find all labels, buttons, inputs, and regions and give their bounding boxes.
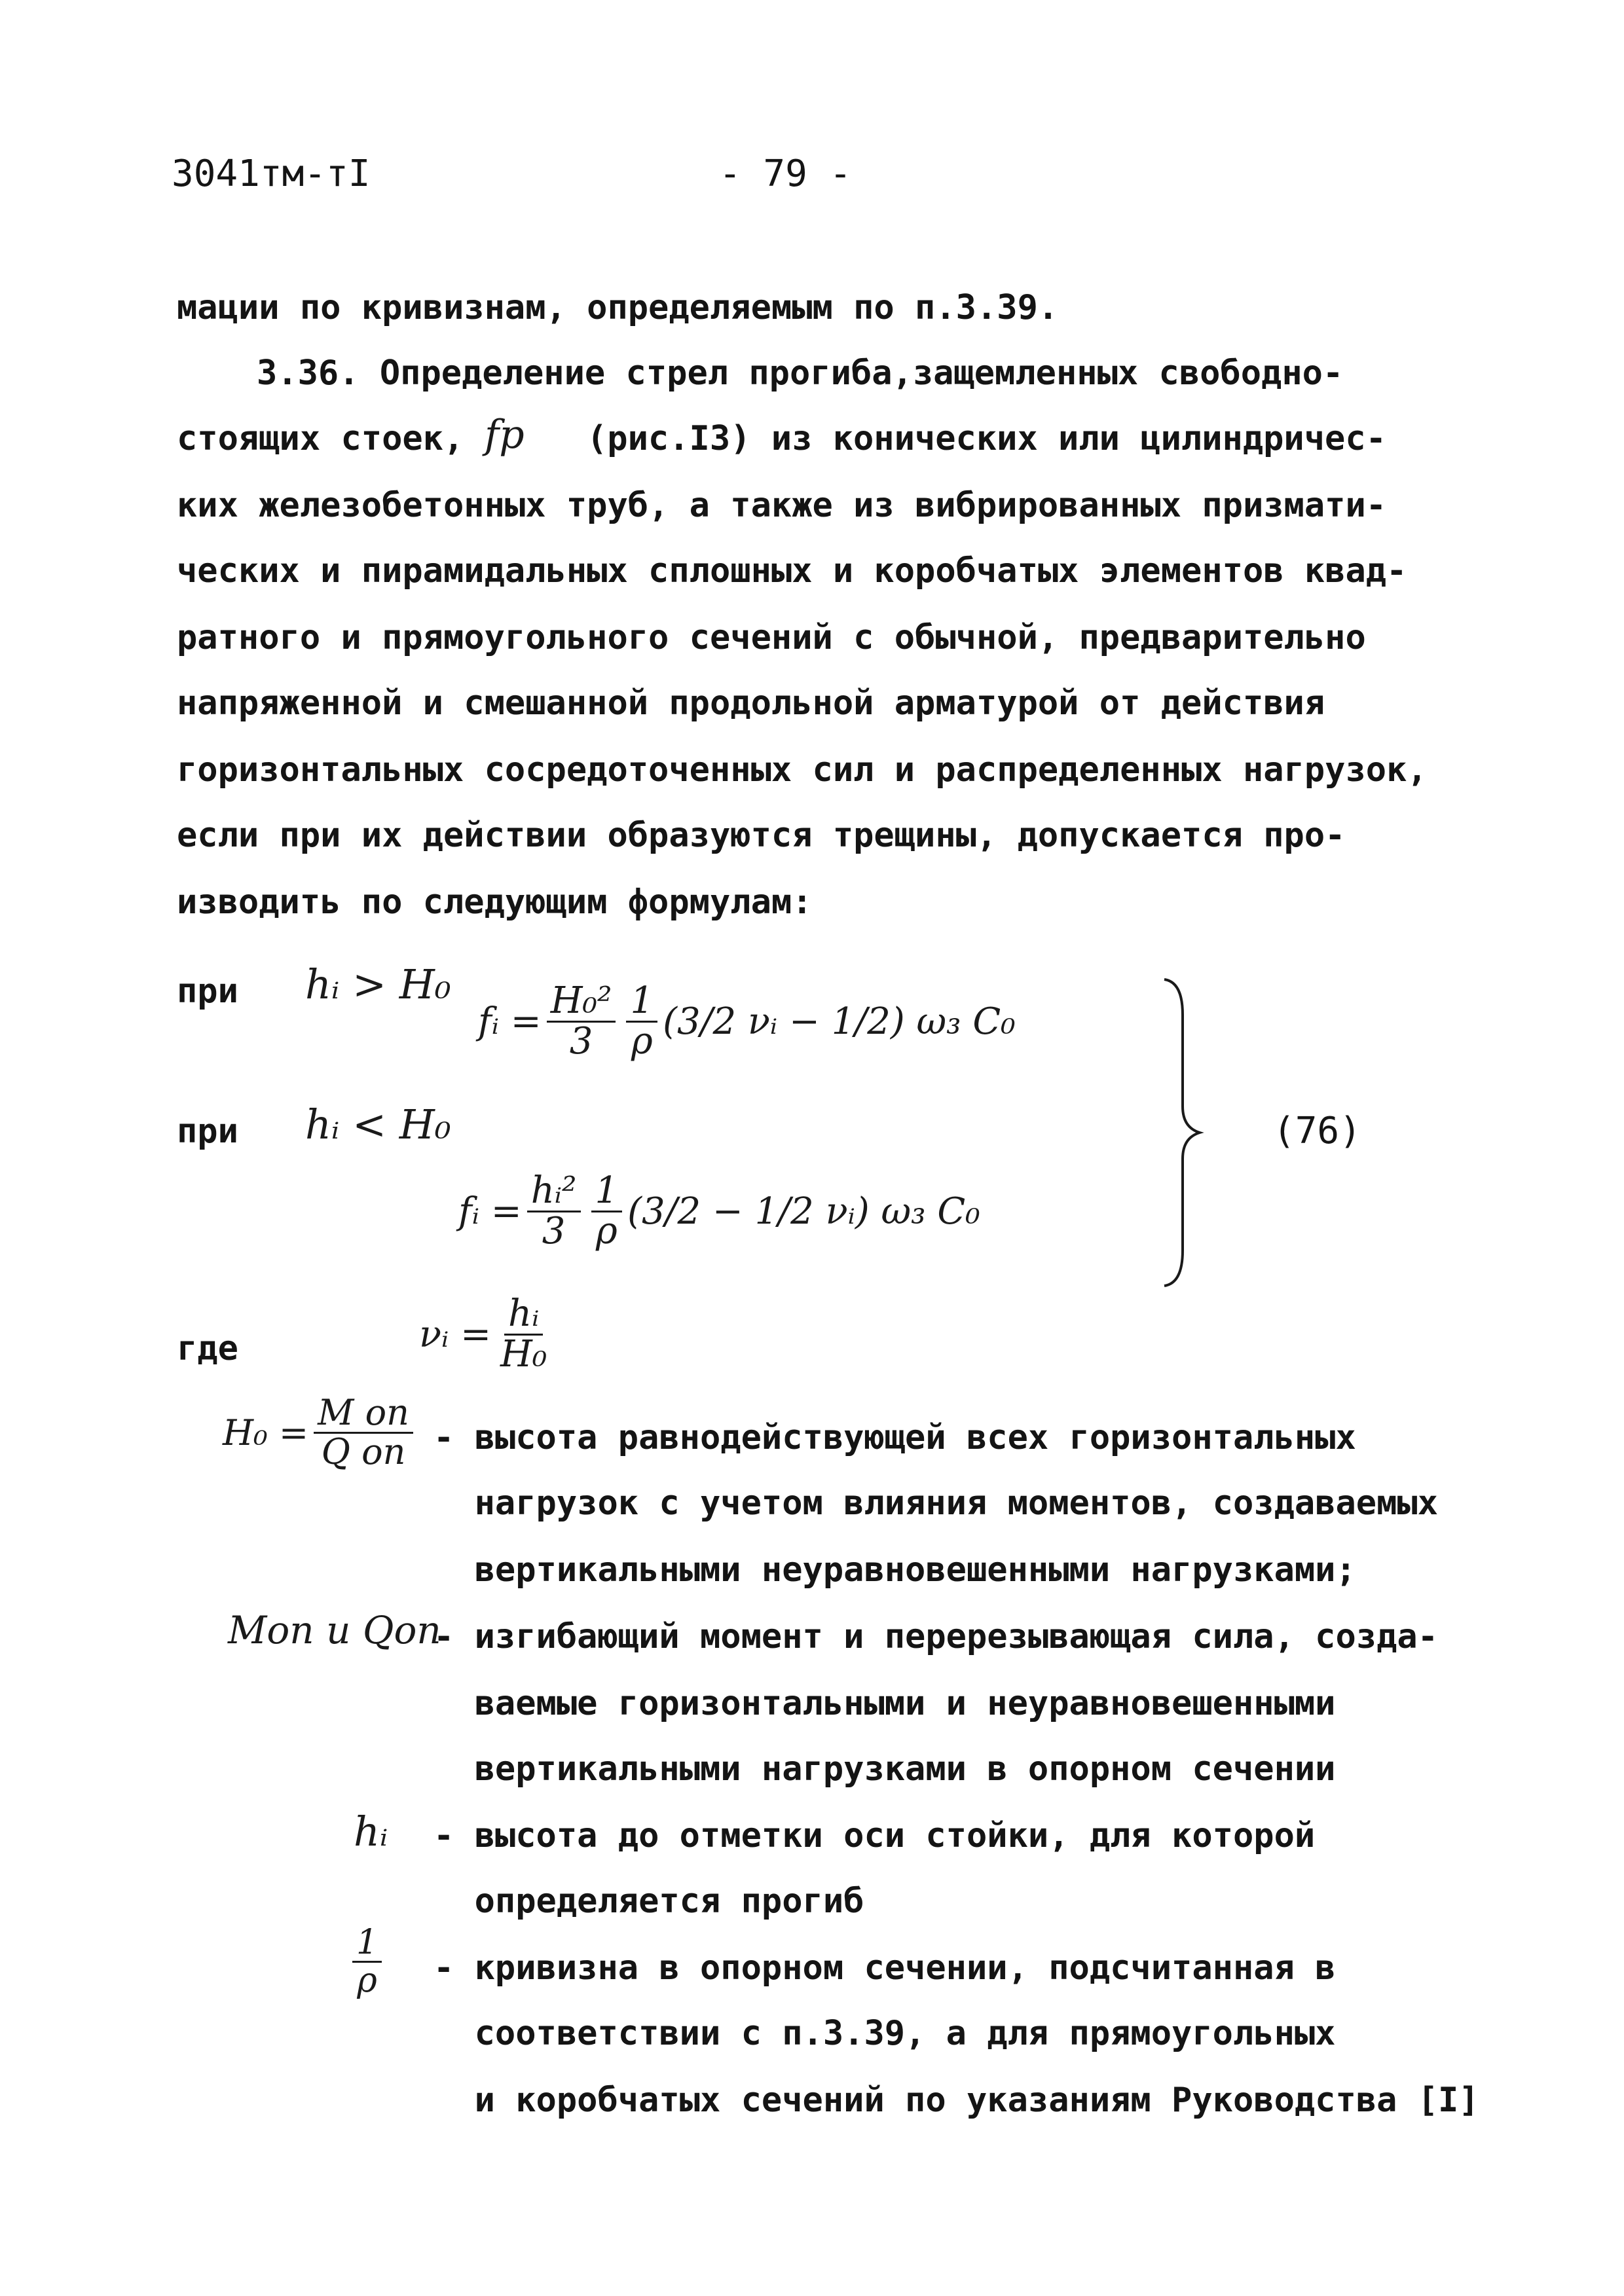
right-brace-icon — [1159, 975, 1211, 1290]
definition-3-line-1: - высота до отметки оси стойки, для которой — [434, 1816, 1316, 1855]
page-number: - 79 - — [719, 153, 852, 195]
formula-1-lhs: fᵢ = — [478, 1000, 542, 1043]
definition-1-line-2: нагрузок с учетом влияния моментов, создаваемых — [434, 1484, 1439, 1523]
paragraph-line-1: 3.36. Определение стрел прогиба,защемленных свободно- — [257, 354, 1344, 393]
definition-1-line-1: - высота равнодействующей всех горизонтальных — [434, 1418, 1356, 1457]
inline-symbol-fp: fр — [485, 412, 525, 458]
condition-1-label: при — [177, 972, 238, 1011]
paragraph-line-4: ческих и пирамидальных сплошных и коробчатых элементов квад- — [177, 551, 1407, 591]
where-label: где — [177, 1329, 238, 1368]
definition-4-line-2: соответствии с п.3.39, а для прямоугольных — [434, 2014, 1336, 2053]
formula-1-curvature-fraction: $\frac{1}{\rho}$ — [626, 982, 657, 1061]
definition-2-line-3: вертикальными нагрузками в опорном сечении — [434, 1749, 1336, 1789]
document-code: 3041тм-тI — [172, 153, 371, 195]
definition-3-line-2: определяется прогиб — [434, 1882, 864, 1921]
definition-4-line-1: - кривизна в опорном сечении, подсчитанная в — [434, 1948, 1336, 1988]
definition-2-line-2: ваемые горизонтальными и неуравновешенными — [434, 1684, 1336, 1723]
formula-2-lhs: fᵢ = — [458, 1190, 522, 1233]
nu-definition — [419, 1292, 556, 1376]
paragraph-line-2b: (рис.I3) из конических или цилиндричес- — [587, 419, 1386, 458]
paragraph-line-8: если при их действии образуются трещины, допускается про- — [177, 816, 1346, 855]
paragraph-line-3: ких железобетонных труб, а также из вибрированных призмати- — [177, 486, 1387, 525]
definition-3-symbol: hᵢ — [354, 1808, 388, 1855]
formula-2-fraction: $\frac{\text{hᵢ²}}{3}$ — [527, 1172, 581, 1251]
definition-4-line-3: и коробчатых сечений по указаниям Руководства [I] — [434, 2081, 1479, 2120]
intro-line: мации по кривизнам, определяемым по п.3.39. — [177, 288, 1059, 327]
condition-2-label: при — [177, 1112, 238, 1151]
definition-2-line-1: - изгибающий момент и перерезывающая сила, созда- — [434, 1617, 1439, 1656]
equation-number: (76) — [1273, 1110, 1361, 1152]
formula-2-curvature-fraction: $\frac{1}{\rho}$ — [591, 1172, 623, 1251]
definition-2-symbol: Mоп и Qоп — [228, 1608, 441, 1652]
condition-2-expression: hᵢ < H₀ — [305, 1101, 451, 1148]
nu-definition-lhs: νᵢ = — [419, 1313, 492, 1356]
formula-1-fraction: $\frac{\text{H₀²}}{3}$ — [547, 982, 616, 1061]
definition-4-symbol: $\frac{1}{\rho}$ — [347, 1925, 387, 1998]
paragraph-line-5: ратного и прямоугольного сечений с обычной, предварительно — [177, 618, 1366, 657]
condition-1-expression: hᵢ > H₀ — [305, 960, 451, 1008]
paragraph-line-2a: стоящих стоек, — [177, 419, 464, 458]
paragraph-line-6: напряженной и смешанной продольной арматурой от действия — [177, 683, 1325, 723]
nu-definition-fraction: $\frac{\text{hᵢ}}{\text{H₀}}$ — [500, 1292, 547, 1376]
formula-2 — [458, 1169, 980, 1252]
formula-1 — [478, 979, 1016, 1063]
paragraph-line-7: горизонтальных сосредоточенных сил и распределенных нагрузок, — [177, 750, 1428, 790]
definition-1-line-3: вертикальными неуравновешенными нагрузками; — [434, 1550, 1356, 1590]
formula-1-rest: (3/2 νᵢ − 1/2) ω₃ C₀ — [663, 1000, 1016, 1043]
paragraph-line-9: изводить по следующим формулам: — [177, 883, 813, 922]
definition-1-symbol: H₀ = $\frac{\text{M оп}}{\text{Q оп}}$ — [223, 1394, 418, 1470]
formula-2-rest: (3/2 − 1/2 νᵢ) ω₃ C₀ — [627, 1190, 980, 1233]
